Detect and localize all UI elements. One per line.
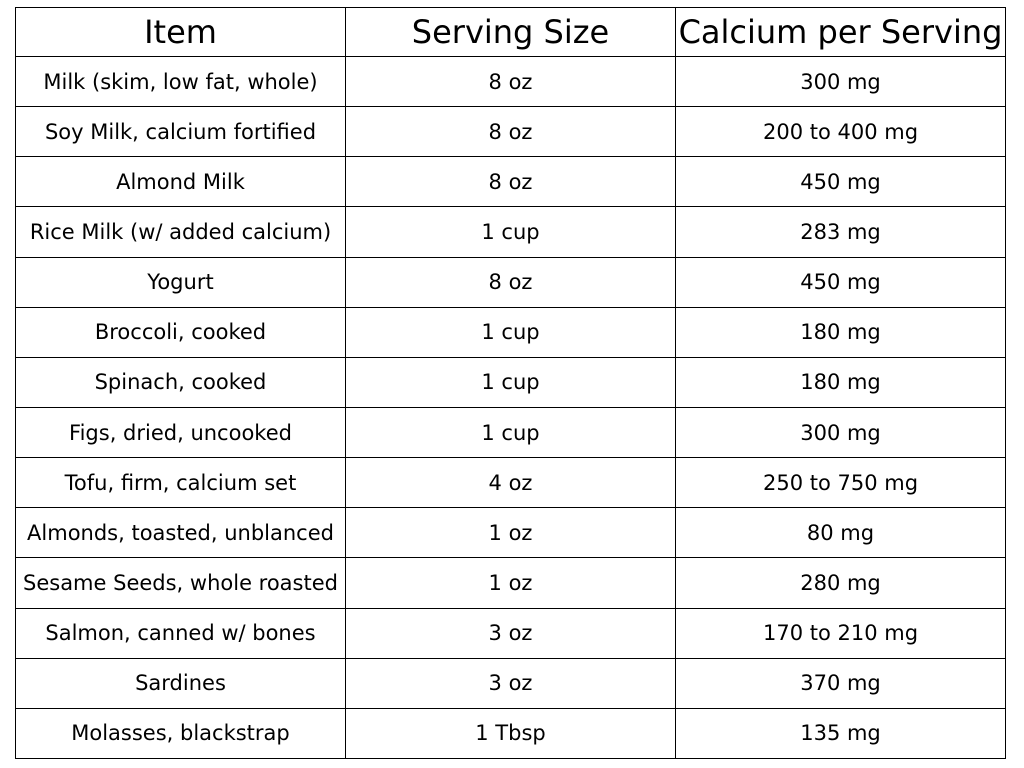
cell-serving-size: 3 oz — [346, 658, 676, 708]
cell-serving-size: 8 oz — [346, 107, 676, 157]
cell-item: Spinach, cooked — [16, 357, 346, 407]
cell-serving-size: 1 cup — [346, 357, 676, 407]
table-row — [16, 658, 1006, 708]
cell-calcium: 450 mg — [676, 157, 1006, 207]
table-row — [16, 157, 1006, 207]
cell-calcium: 283 mg — [676, 207, 1006, 257]
table-body — [16, 57, 1006, 759]
table-row — [16, 307, 1006, 357]
table-row — [16, 608, 1006, 658]
cell-item: Yogurt — [16, 257, 346, 307]
cell-serving-size: 1 cup — [346, 207, 676, 257]
table-row — [16, 407, 1006, 457]
cell-serving-size: 1 oz — [346, 508, 676, 558]
table-row — [16, 708, 1006, 758]
header-serving-size: Serving Size — [346, 8, 676, 57]
cell-serving-size: 1 cup — [346, 307, 676, 357]
cell-item: Sesame Seeds, whole roasted — [16, 558, 346, 608]
cell-item: Sardines — [16, 658, 346, 708]
cell-calcium: 250 to 750 mg — [676, 458, 1006, 508]
table-row — [16, 558, 1006, 608]
header-row — [16, 8, 1006, 57]
cell-calcium: 300 mg — [676, 57, 1006, 107]
table-row — [16, 458, 1006, 508]
table-header — [16, 8, 1006, 57]
cell-item: Figs, dried, uncooked — [16, 407, 346, 457]
cell-calcium: 300 mg — [676, 407, 1006, 457]
table-row — [16, 357, 1006, 407]
cell-calcium: 450 mg — [676, 257, 1006, 307]
cell-serving-size: 3 oz — [346, 608, 676, 658]
cell-item: Broccoli, cooked — [16, 307, 346, 357]
cell-item: Milk (skim, low fat, whole) — [16, 57, 346, 107]
cell-calcium: 170 to 210 mg — [676, 608, 1006, 658]
cell-item: Molasses, blackstrap — [16, 708, 346, 758]
cell-item: Almonds, toasted, unblanced — [16, 508, 346, 558]
table-row — [16, 207, 1006, 257]
table-row — [16, 107, 1006, 157]
cell-serving-size: 1 oz — [346, 558, 676, 608]
cell-item: Soy Milk, calcium fortified — [16, 107, 346, 157]
cell-item: Rice Milk (w/ added calcium) — [16, 207, 346, 257]
cell-serving-size: 8 oz — [346, 257, 676, 307]
cell-serving-size: 1 cup — [346, 407, 676, 457]
cell-serving-size: 1 Tbsp — [346, 708, 676, 758]
table-row — [16, 508, 1006, 558]
cell-calcium: 370 mg — [676, 658, 1006, 708]
cell-calcium: 180 mg — [676, 357, 1006, 407]
cell-item: Tofu, firm, calcium set — [16, 458, 346, 508]
cell-calcium: 180 mg — [676, 307, 1006, 357]
table-row — [16, 57, 1006, 107]
cell-serving-size: 8 oz — [346, 57, 676, 107]
table-row — [16, 257, 1006, 307]
header-item: Item — [16, 8, 346, 57]
cell-item: Almond Milk — [16, 157, 346, 207]
cell-serving-size: 4 oz — [346, 458, 676, 508]
cell-calcium: 135 mg — [676, 708, 1006, 758]
cell-calcium: 80 mg — [676, 508, 1006, 558]
calcium-table — [15, 7, 1006, 759]
cell-calcium: 280 mg — [676, 558, 1006, 608]
cell-calcium: 200 to 400 mg — [676, 107, 1006, 157]
cell-item: Salmon, canned w/ bones — [16, 608, 346, 658]
header-calcium-per-serving: Calcium per Serving — [676, 8, 1006, 57]
cell-serving-size: 8 oz — [346, 157, 676, 207]
